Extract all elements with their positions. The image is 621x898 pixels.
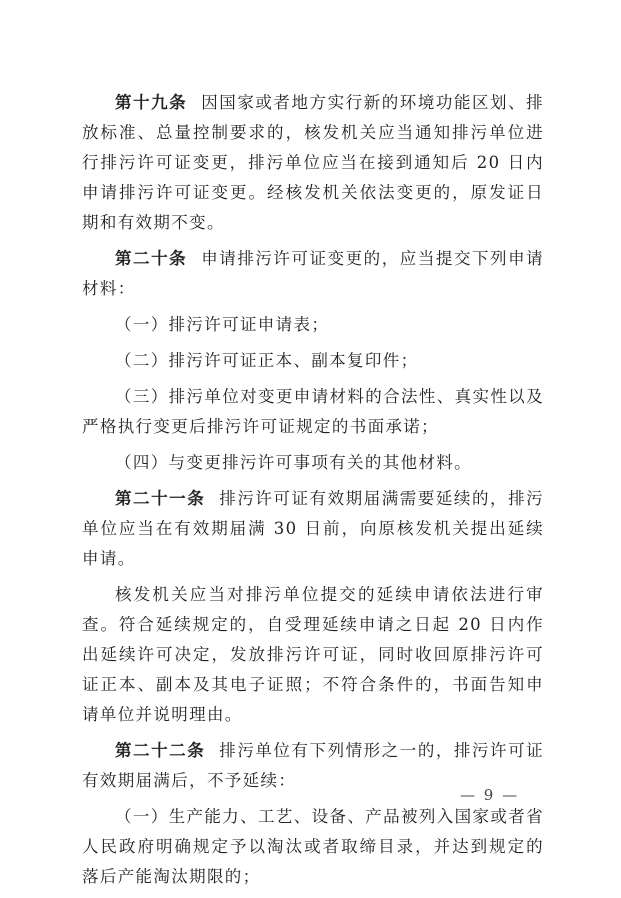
paragraph-text: 排污单位有下列情形之一的，排污许可证有效期届满后，不予延续： [82,741,544,790]
paragraph-text: 排污许可证有效期届满需要延续的，排污单位应当在有效期届满 30 日前，向原核发机关提出延续申请。 [82,489,544,568]
page-body [82,88,544,898]
paragraph-text: 申请排污许可证变更的，应当提交下列申请材料： [82,249,544,298]
paragraph-text: 核发机关应当对排污单位提交的延续申请依法进行审查。符合延续规定的，自受理延续申请之日起 20 日内作出延续许可决定，发放排污许可证，同时收回原排污许可证正本、副本及其电子证照；不符合条件的，书面告知申请单位并说明理由。 [82,585,544,724]
paragraph-text: （二）排污许可证正本、副本复印件； [115,351,419,370]
paragraph-text: （三）排污单位对变更申请材料的合法性、真实性以及严格执行变更后排污许可证规定的书面承诺； [82,387,544,436]
paragraph-text: （一）生产能力、工艺、设备、产品被列入国家或者省人民政府明确规定予以淘汰或者取缔目录，并达到规定的落后产能淘汰期限的； [82,807,544,886]
article-heading: 第二十二条 [115,741,206,760]
page-number: — 9 — [460,786,520,804]
paragraph-text: （一）排污许可证申请表； [115,315,330,334]
article-heading: 第二十条 [115,249,188,268]
list-item [82,448,544,478]
list-item [82,346,544,376]
list-item [82,382,544,442]
article-19-paragraph [82,88,544,238]
list-item [82,310,544,340]
list-item [82,802,544,892]
paragraph-text: （四）与变更排污许可事项有关的其他材料。 [115,453,472,472]
article-20-paragraph [82,244,544,304]
article-21-paragraph [82,484,544,574]
article-heading: 第二十一条 [115,489,206,508]
paragraph-text: 因国家或者地方实行新的环境功能区划、排放标准、总量控制要求的，核发机关应当通知排污单位进行排污许可证变更，排污单位应当在接到通知后 20 日内申请排污许可证变更。经核发机关依法变更的，原发证日期和有效期不变。 [82,93,544,232]
body-paragraph [82,580,544,730]
article-heading: 第十九条 [115,93,188,112]
